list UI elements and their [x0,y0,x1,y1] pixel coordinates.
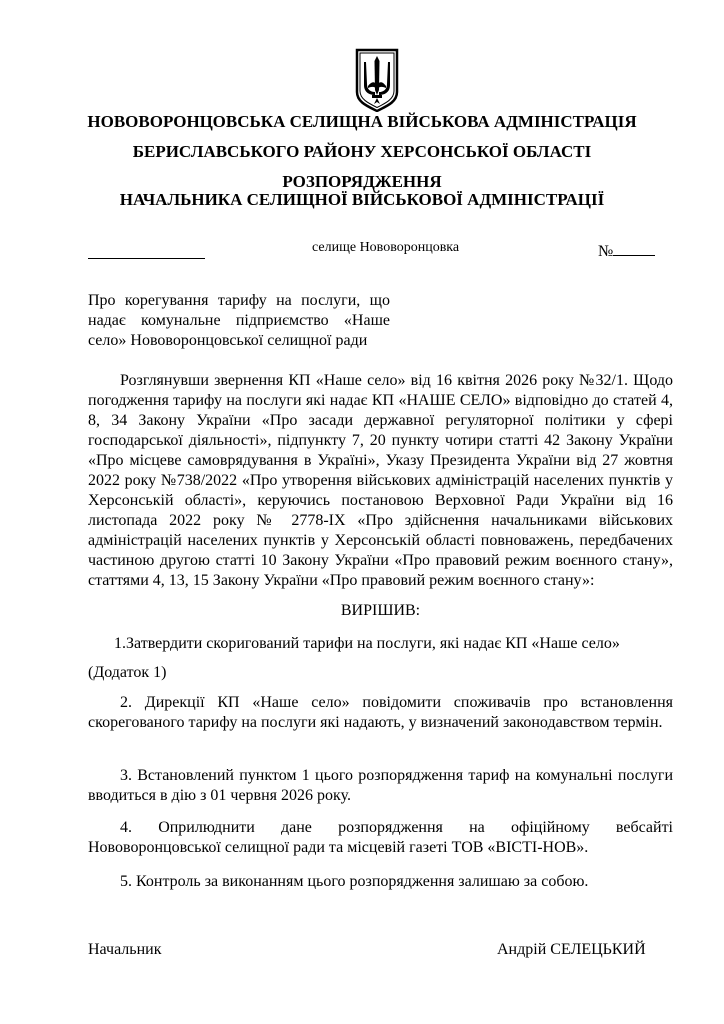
date-blank [88,248,205,264]
decision-item-4: 4. Оприлюднити дане розпорядження на офіційному вебсайті Нововоронцовської селищної ради та місцевій газеті ТОВ «ВІСТІ-НОВ». [88,819,673,856]
preamble-paragraph: Розглянувши звернення КП «Наше село» від 16 квітня 2026 року №32/1. Щодо погодження тарифу на послуги які надає КП «НАШЕ СЕЛО» відповідно до статей 4, 8, 34 Закону України «Про засади державної регуляторної політики у сфері господарської діяльності», підпункту 7, 20 пункту чотири статті 42 Закону України «Про місцеве самоврядування в Україні», Указу Президента України від 27 жовтня 2022 року №738/2022 «Про утворення військових адміністрацій населених пунктів у Херсонській області», керуючись постановою Верховної Ради України від 16 листопада 2022 року № 2778-IX «Про здійснення начальниками військових адміністрацій населених пунктів у Херсонській області повноважень, передбачених частиною другою статті 10 Закону України «Про правовий режим воєнного стану», статтями 4, 13, 15 Закону України «Про правовий режим воєнного стану»: [88,372,673,589]
number-label: № [598,243,614,260]
organization-name: НОВОВОРОНЦОВСЬКА СЕЛИЩНА ВІЙСЬКОВА АДМІНІСТРАЦІЯ [87,112,637,131]
decision-heading: ВИРІШИВ: [340,602,421,619]
decision-item-3: 3. Встановлений пунктом 1 цього розпорядження тариф на комунальні послуги вводиться в дію з 01 червня 2026 року. [88,767,673,804]
signature-name: Андрій СЕЛЕЦЬКИЙ [497,941,646,958]
coat-of-arms-trident-icon [355,48,399,112]
decision-item-1: 1.Затвердити скоригований тарифи на послуги, які надає КП «Наше село» [114,635,620,652]
document-type: РОЗПОРЯДЖЕННЯ [282,172,442,191]
signature-title: Начальник [88,941,162,958]
document-issuer: НАЧАЛЬНИКА СЕЛИЩНОЇ ВІЙСЬКОВОЇ АДМІНІСТРАЦІЇ [119,190,605,209]
number-field [598,240,655,261]
decision-item-2: 2. Дирекції КП «Наше село» повідомити споживачів про встановлення скорегованого тарифу на послуги які надають, у визначений законодавством термін. [88,694,673,731]
place-label: селище Нововоронцовка [312,240,460,255]
organization-region: БЕРИСЛАВСЬКОГО РАЙОНУ ХЕРСОНСЬКОЇ ОБЛАСТІ [132,142,592,161]
decision-item-1-appendix: (Додаток 1) [88,664,167,681]
decision-item-5: 5. Контроль за виконанням цього розпорядження залишаю за собою. [120,873,589,890]
document-subject: Про корегування тарифу на послуги, що надає комунальне підприємство «Наше село» Нововоронцовської селищної ради [88,292,390,349]
